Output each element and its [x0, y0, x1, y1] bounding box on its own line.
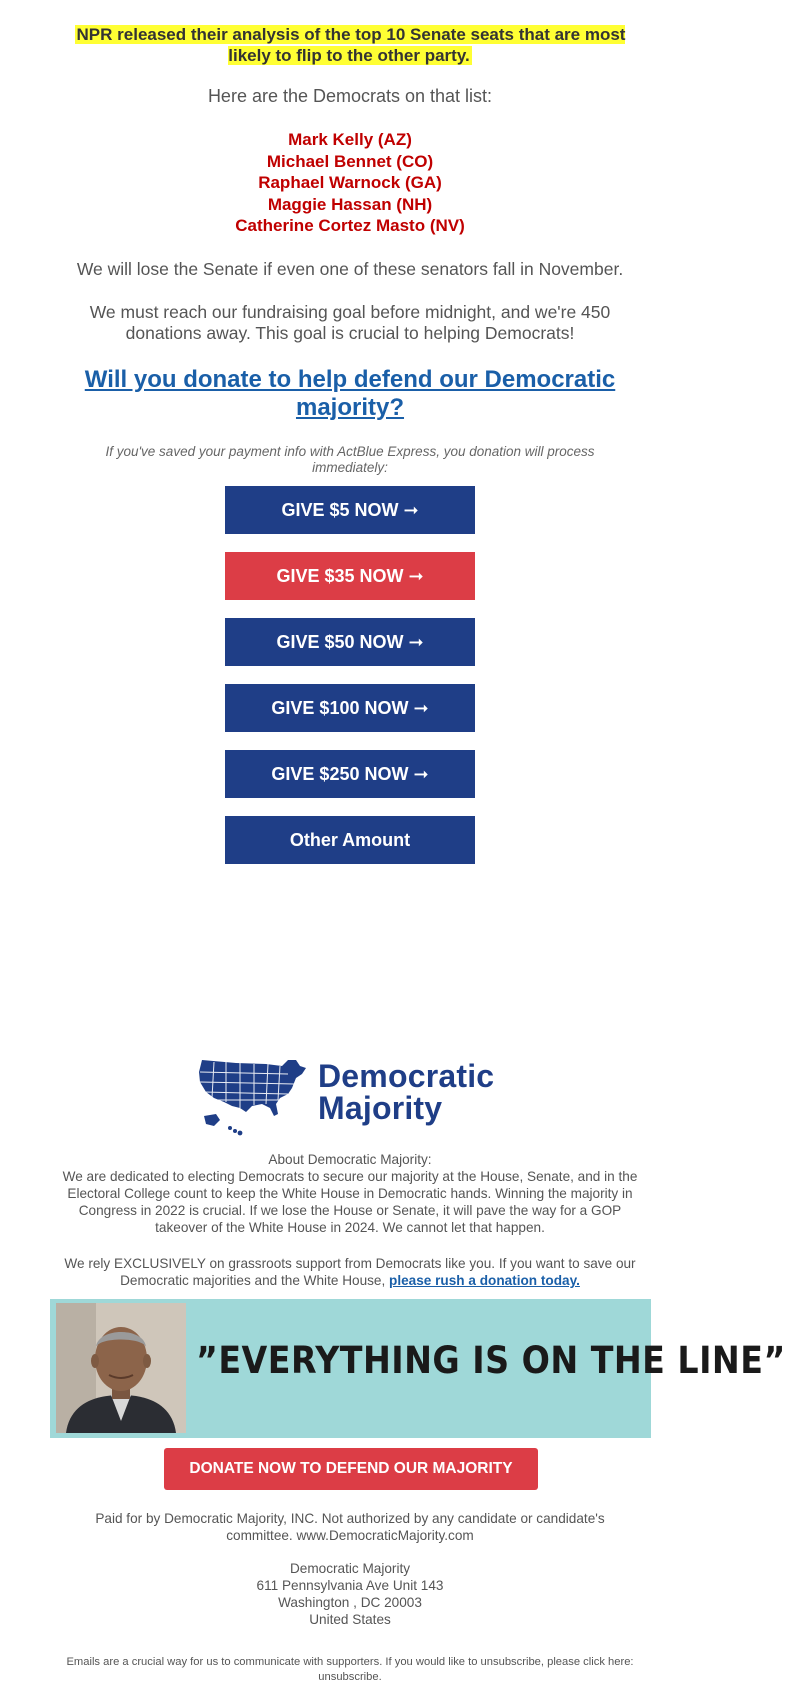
banner-quote: ”EVERYTHING IS ON THE LINE” [196, 1339, 786, 1382]
headline-text: NPR released their analysis of the top 10 Senate seats that are most likely to flip to the other party. [76, 25, 626, 65]
about-body: We are dedicated to electing Democrats to secure our majority at the House, Senate, and in the Electoral College count to keep the White House in Democratic hands. Winning the majority in Congress in 2022 is crucial. If we lose the House or Senate, it will pave the way for a GOP takeover of the White House in 2024. We cannot let that happen. [62, 1169, 638, 1235]
address-line: Democratic Majority [289, 1561, 411, 1576]
rush-donation-link[interactable]: please rush a donation today. [389, 1273, 580, 1288]
unsubscribe-text: Emails are a crucial way for us to communicate with supporters. If you would like to unsubscribe, please click here: [66, 1656, 634, 1668]
unsubscribe-footer [50, 1655, 650, 1685]
senator-list [0, 129, 700, 237]
portrait-illustration [56, 1303, 186, 1433]
address-line: 611 Pennsylvania Ave Unit 143 [256, 1578, 444, 1593]
senator-item: Catherine Cortez Masto (NV) [235, 216, 465, 235]
logo-line-1: Democratic [318, 1058, 495, 1094]
give-250-button[interactable]: GIVE $250 NOW ➞ [225, 750, 475, 798]
democratic-majority-logo [196, 1054, 506, 1136]
grassroots-text: We rely EXCLUSIVELY on grassroots support from Democrats like you. If you want to save our Democratic majorities and the White House, [64, 1256, 636, 1288]
headline [70, 24, 630, 66]
senator-item: Mark Kelly (AZ) [288, 130, 412, 149]
portrait-photo [56, 1303, 186, 1433]
senator-item: Michael Bennet (CO) [266, 151, 434, 171]
about-heading: About Democratic Majority: [268, 1152, 432, 1167]
logo-text [318, 1060, 494, 1124]
us-map-icon [196, 1054, 314, 1136]
mailing-address [150, 1560, 550, 1628]
everything-on-the-line-banner[interactable] [50, 1299, 786, 1438]
warning-paragraph: We will lose the Senate if even one of these senators fall in November. [76, 258, 624, 279]
address-line: United States [309, 1612, 391, 1627]
about-section [55, 1151, 645, 1236]
goal-paragraph: We must reach our fundraising goal before midnight, and we're 450 donations away. This goal is crucial to helping Democrats! [89, 301, 611, 343]
intro-text: Here are the Democrats on that list: [207, 86, 493, 106]
donate-cta-link[interactable]: Will you donate to help defend our Democratic majority? [84, 365, 616, 421]
give-100-button[interactable]: GIVE $100 NOW ➞ [225, 684, 475, 732]
email-body [0, 24, 786, 1683]
address-line: Washington , DC 20003 [278, 1595, 422, 1610]
donation-button-group [0, 486, 700, 864]
paid-for-disclaimer: Paid for by Democratic Majority, INC. Not authorized by any candidate or candidate's committee. www.DemocraticMajority.com [95, 1511, 605, 1543]
senator-item: Maggie Hassan (NH) [267, 194, 433, 214]
grassroots-paragraph [55, 1255, 645, 1289]
other-amount-button[interactable]: Other Amount [225, 816, 475, 864]
senator-item: Raphael Warnock (GA) [258, 173, 442, 192]
donate-now-button[interactable]: DONATE NOW TO DEFEND OUR MAJORITY [164, 1448, 538, 1490]
give-35-button[interactable]: GIVE $35 NOW ➞ [225, 552, 475, 600]
give-5-button[interactable]: GIVE $5 NOW ➞ [225, 486, 475, 534]
unsubscribe-link[interactable]: unsubscribe. [318, 1671, 382, 1683]
give-50-button[interactable]: GIVE $50 NOW ➞ [225, 618, 475, 666]
logo-line-2: Majority [318, 1090, 443, 1126]
actblue-express-note: If you've saved your payment info with ActBlue Express, you donation will process immediately: [105, 443, 595, 475]
